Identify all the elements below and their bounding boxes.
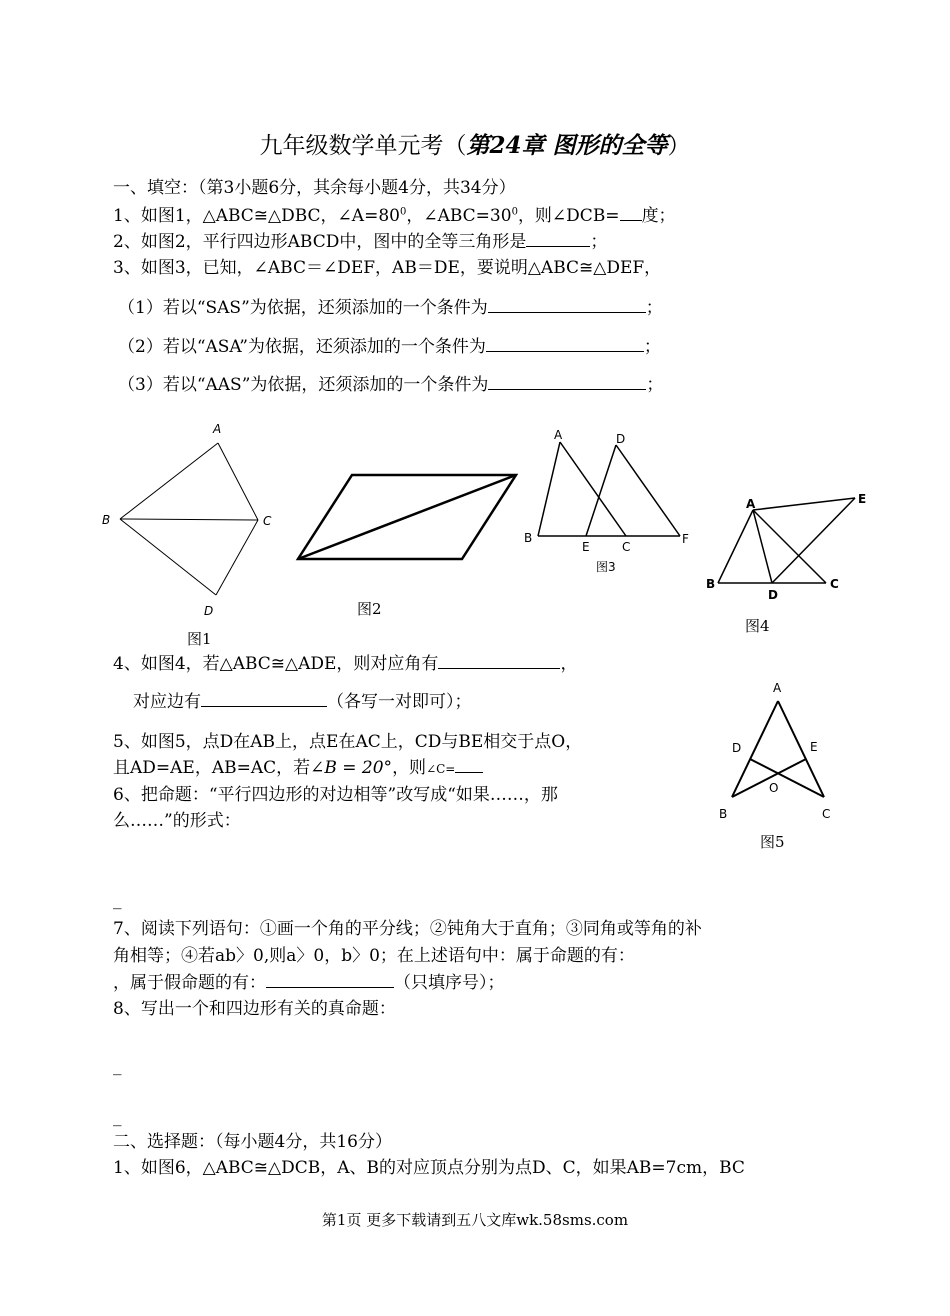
- question-1-6-line2: 么……”的形式：: [113, 811, 241, 831]
- q5-answer-blank[interactable]: [455, 760, 483, 773]
- fig1-label-b: B: [102, 513, 111, 527]
- q1-answer-blank[interactable]: [620, 204, 642, 221]
- fig3-edge-ac: [560, 442, 626, 536]
- fig1-label-c: C: [263, 514, 272, 528]
- fig3-label-e: E: [582, 540, 590, 554]
- question-1-7-line1: 7、阅读下列语句：①画一个角的平分线；②钝角大于直角；③同角或等角的补: [113, 919, 702, 939]
- figure-4: [700, 485, 880, 615]
- figure-1: [100, 415, 290, 625]
- question-1-4: [113, 652, 577, 675]
- q3-2-answer-blank[interactable]: [486, 335, 644, 352]
- fig5-label-b: B: [719, 807, 728, 821]
- fig3-label-d: D: [616, 432, 626, 446]
- q7-answer-blank[interactable]: [266, 971, 394, 988]
- q4-line2-part-b: （各写一对即可）；: [327, 692, 472, 712]
- question-1-6-line1: 6、把命题：“平行四边形的对边相等”改写成“如果……，那: [113, 785, 558, 805]
- question-1-4-line2: [133, 690, 472, 713]
- question-1-3-2: [118, 335, 661, 358]
- figure-3: [518, 425, 698, 580]
- q5-angle-c: ∠C=: [426, 762, 456, 776]
- fig4-edge-ab: [718, 510, 753, 583]
- fig5-caption: 图5: [760, 833, 785, 851]
- q3-1-semicolon: ；: [645, 298, 663, 318]
- q7-part-b: （只填序号）；: [394, 973, 505, 993]
- fig1-label-a: A: [213, 422, 222, 436]
- question-1-8: 8、写出一个和四边形有关的真命题：: [113, 999, 396, 1019]
- page-title: [0, 131, 950, 161]
- fig3-edge-df: [616, 445, 680, 536]
- fig1-caption: 图1: [187, 630, 212, 648]
- fig5-label-o: O: [769, 781, 779, 795]
- q5-part-a: 且AD=AE，AB=AC，若: [113, 758, 311, 778]
- q5-angle-b: ∠B = 20°: [310, 758, 393, 778]
- figure-5: [712, 675, 842, 830]
- q4-side-answer-blank[interactable]: [201, 690, 327, 707]
- fig1-edge-dc: [216, 520, 258, 595]
- fig4-label-e: E: [858, 492, 867, 506]
- fig3-caption: 图3: [596, 560, 616, 574]
- page-footer: 第1页 更多下载请到五八文库wk.58sms.com: [321, 1211, 629, 1229]
- q1-part-c: ，则∠DCB=: [517, 206, 620, 226]
- title-prefix: 九年级数学单元考（: [259, 133, 467, 159]
- fig4-caption: 图4: [745, 617, 770, 635]
- section2-heading: 二、选择题：（每小题4分，共16分）: [113, 1132, 392, 1152]
- q2-answer-blank[interactable]: [526, 230, 590, 247]
- q1-part-b: ，∠ABC=30: [406, 206, 512, 226]
- fig4-label-d: D: [768, 588, 778, 602]
- q1-sup-2: 0: [511, 206, 518, 218]
- fig3-edge-ab: [538, 442, 560, 536]
- q2-part-a: 2、如图2，平行四边形ABCD中，图中的全等三角形是: [113, 232, 527, 252]
- fig1-edge-ba: [120, 443, 218, 519]
- q8-answer-dash-1[interactable]: _: [113, 1056, 122, 1076]
- fig3-edge-ed: [586, 445, 616, 536]
- q3-3-text: （3）若以“AAS”为依据，还须添加的一个条件为: [118, 375, 489, 395]
- fig5-label-d: D: [732, 741, 742, 755]
- fig4-label-b: B: [706, 577, 716, 591]
- q4-part-a: 4、如图4，若△ABC≅△ADE，则对应角有: [113, 654, 439, 674]
- fig1-edge-ac: [218, 443, 258, 520]
- fig5-label-e: E: [810, 740, 818, 754]
- q1-part-d: 度；: [641, 206, 676, 226]
- fig4-edge-ae: [753, 498, 855, 510]
- fig1-edge-bd: [120, 519, 216, 595]
- fig3-label-f: F: [682, 532, 689, 546]
- fig2-diagonal: [298, 475, 516, 559]
- fig1-label-d: D: [204, 604, 214, 618]
- q6-answer-dash[interactable]: _: [113, 890, 122, 910]
- q7-part-a: ，属于假命题的有：: [113, 973, 266, 993]
- fig5-edge-dc: [750, 759, 824, 797]
- q3-2-text: （2）若以“ASA”为依据，还须添加的一个条件为: [118, 337, 486, 357]
- fig3-label-a: A: [554, 428, 563, 442]
- fig2-caption: 图2: [357, 600, 382, 618]
- fig4-label-a: A: [746, 497, 756, 511]
- q2-part-b: ；: [590, 232, 608, 252]
- q5-part-b: ，则: [392, 758, 427, 778]
- section1-heading: 一、填空：（第3小题6分，其余每小题4分，共34分）: [113, 178, 516, 198]
- fig3-label-c: C: [622, 540, 631, 554]
- q4-part-b: ，: [560, 654, 578, 674]
- fig5-label-c: C: [822, 807, 831, 821]
- title-chapter: 第24章 图形的全等: [466, 132, 668, 159]
- question-1-1: [113, 204, 676, 227]
- title-suffix: ）: [667, 133, 691, 159]
- q4-angle-answer-blank[interactable]: [438, 652, 560, 669]
- fig3-label-b: B: [524, 531, 533, 545]
- q3-2-semicolon: ；: [643, 337, 661, 357]
- fig4-edge-ad: [753, 510, 772, 583]
- q4-line2-part-a: 对应边有: [133, 692, 201, 712]
- question-1-7-line3: [113, 971, 505, 994]
- fig5-label-a: A: [773, 681, 782, 695]
- question-1-3: 3、如图3，已知，∠ABC＝∠DEF，AB＝DE，要说明△ABC≅△DEF，: [113, 258, 662, 278]
- fig4-label-c: C: [830, 577, 839, 591]
- question-1-5-line2: [113, 757, 483, 780]
- q3-1-answer-blank[interactable]: [488, 296, 646, 313]
- q3-3-semicolon: ；: [646, 375, 664, 395]
- question-1-3-1: [118, 296, 663, 319]
- question-2-1: 1、如图6，△ABC≅△DCB，A、B的对应顶点分别为点D、C，如果AB=7cm，BC: [113, 1158, 745, 1178]
- fig4-edge-ac: [753, 510, 826, 583]
- q1-sup-1: 0: [399, 206, 407, 218]
- q1-part-a: 1、如图1，△ABC≅△DBC，∠A=80: [113, 206, 400, 226]
- question-1-5-line1: 5、如图5，点D在AB上，点E在AC上，CD与BE相交于点O，: [113, 732, 583, 752]
- figure-2: [290, 465, 533, 575]
- question-1-3-3: [118, 373, 663, 396]
- q3-3-answer-blank[interactable]: [488, 373, 646, 390]
- question-1-7-line2: 角相等；④若ab〉0,则a〉0，b〉0；在上述语句中：属于命题的有：: [113, 946, 635, 966]
- q3-1-text: （1）若以“SAS”为依据，还须添加的一个条件为: [118, 298, 488, 318]
- q8-answer-dash-2[interactable]: _: [113, 1107, 122, 1127]
- fig1-edge-bc: [120, 519, 258, 520]
- question-1-2: [113, 230, 607, 253]
